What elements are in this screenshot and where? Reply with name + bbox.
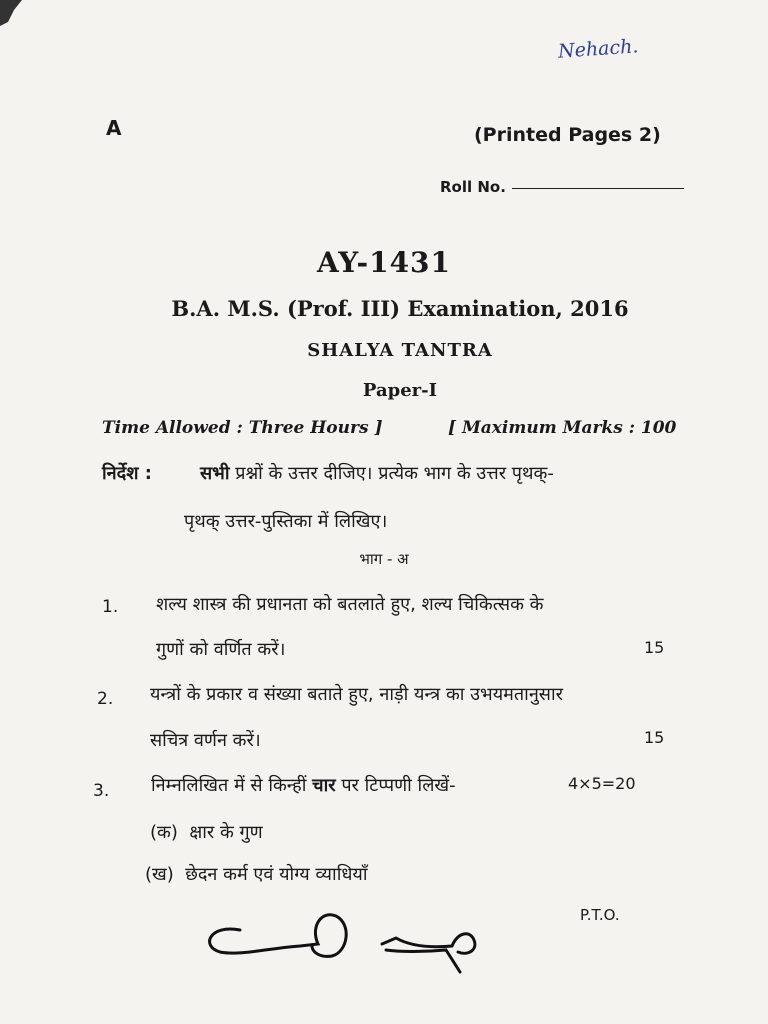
roll-number-field bbox=[440, 178, 684, 196]
question-text-line bbox=[151, 773, 456, 797]
sub-question-text: क्षार के गुण bbox=[189, 822, 263, 843]
set-code: A bbox=[106, 116, 122, 140]
sub-question bbox=[150, 820, 263, 844]
instructions-line-2: पृथक् उत्तर-पुस्तिका में लिखिए। bbox=[184, 511, 388, 532]
question-marks: 4×5=20 bbox=[568, 774, 636, 793]
signature-icon bbox=[200, 896, 490, 976]
instructions-emphasis: सभी bbox=[200, 463, 230, 484]
corner-mark-icon bbox=[0, 0, 40, 30]
paper-number: Paper-I bbox=[362, 380, 438, 401]
paper-code: AY-1431 bbox=[316, 246, 452, 279]
question-text-line: शल्य शास्त्र की प्रधानता को बतलाते हुए, शल्य चिकित्सक के bbox=[156, 594, 544, 615]
section-title: भाग - अ bbox=[359, 550, 409, 568]
sub-question-label: (क) bbox=[150, 822, 178, 843]
question-marks: 15 bbox=[644, 638, 665, 657]
instructions-label: निर्देश : bbox=[102, 463, 152, 484]
instructions-line-1 bbox=[200, 461, 554, 485]
question-emphasis: चार bbox=[312, 775, 336, 796]
exam-title: B.A. M.S. (Prof. III) Examination, 2016 bbox=[171, 296, 629, 321]
question-text: निम्नलिखित में से किन्हीं bbox=[151, 775, 313, 796]
please-turn-over: P.T.O. bbox=[580, 906, 620, 924]
sub-question-text: छेदन कर्म एवं योग्य व्याधियाँ bbox=[185, 864, 368, 885]
sub-question-label: (ख) bbox=[145, 864, 174, 885]
roll-number-blank bbox=[512, 188, 684, 189]
question-marks: 15 bbox=[644, 728, 665, 747]
question-text: पर टिप्पणी लिखें- bbox=[335, 775, 456, 796]
maximum-marks: [ Maximum Marks : 100 bbox=[448, 418, 677, 438]
instructions-text: प्रश्नों के उत्तर दीजिए। प्रत्येक भाग के उत्तर पृथक्- bbox=[229, 463, 554, 484]
question-number: 2. bbox=[97, 689, 114, 709]
time-allowed: Time Allowed : Three Hours ] bbox=[102, 418, 383, 438]
subject-title: SHALYA TANTRA bbox=[307, 340, 493, 361]
sub-question bbox=[145, 862, 368, 886]
printed-pages: (Printed Pages 2) bbox=[474, 124, 661, 146]
question-text-line: यन्त्रों के प्रकार व संख्या बताते हुए, नाड़ी यन्त्र का उभयमतानुसार bbox=[150, 684, 564, 705]
roll-number-label: Roll No. bbox=[440, 178, 506, 196]
question-number: 3. bbox=[93, 781, 110, 801]
question-text-line: सचित्र वर्णन करें। bbox=[150, 730, 261, 751]
question-text-line: गुणों को वर्णित करें। bbox=[156, 639, 286, 660]
question-number: 1. bbox=[102, 597, 119, 617]
handwritten-name: Nehach. bbox=[557, 35, 640, 63]
